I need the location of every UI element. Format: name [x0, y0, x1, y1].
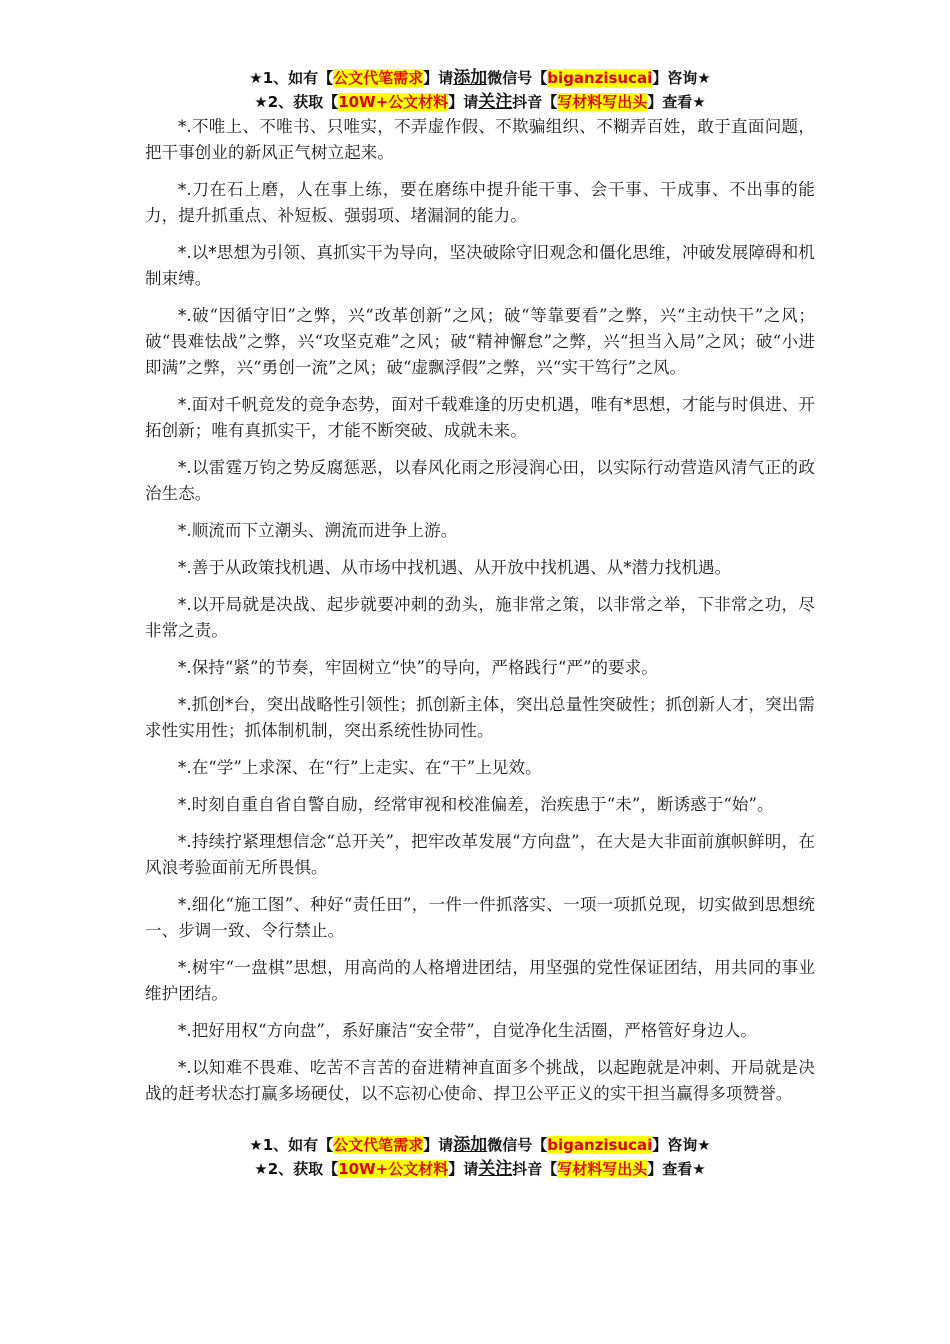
footer-promo: [145, 1133, 815, 1181]
promo-text: 】查看★: [647, 93, 706, 111]
promo-text: ★1、如有【: [249, 1136, 334, 1154]
paragraph: *.保持“紧”的节奏，牢固树立“快”的导向，严格践行“严”的要求。: [178, 658, 658, 677]
promo-text: ★2、获取【: [254, 1160, 339, 1178]
promo-emphasis: 关注: [478, 92, 513, 112]
paragraph: *.破“因循守旧”之弊，兴“改革创新”之风；破“等靠要看”之弊，兴“主动快干”之风；破“畏难怯战”之弊，兴“攻坚克难”之风；破“精神懈怠”之弊，兴“担当入局”之风；破“小进即满”之弊，兴“勇创一流”之风；破“虚飘浮假”之弊，兴“实干笃行”之风。: [145, 306, 815, 377]
promo-highlight: 写材料写出头: [557, 93, 648, 111]
paragraph: *.细化“施工图”、种好“责任田”，一件一件抓落实、一项一项抓兑现，切实做到思想统一、步调一致、令行禁止。: [145, 895, 815, 940]
promo-text: 】请: [448, 1160, 479, 1178]
promo-text: 】查看★: [647, 1160, 706, 1178]
paragraph: *.时刻自重自省自警自励，经常审视和校准偏差，治疾患于“未”，断诱惑于“始”。: [178, 795, 774, 814]
paragraph: *.把好用权“方向盘”，系好廉洁“安全带”，自觉净化生活圈，严格管好身边人。: [178, 1021, 758, 1040]
header-promo: [145, 66, 815, 114]
paragraph: *.抓创*台，突出战略性引领性；抓创新主体，突出总量性突破性；抓创新人才，突出需求性实用性；抓体制机制，突出系统性协同性。: [145, 695, 815, 740]
paragraph-list: [145, 114, 815, 1107]
promo-text: 】请: [423, 69, 454, 87]
promo-highlight: 公文代笔需求: [333, 69, 424, 87]
paragraph: *.善于从政策找机遇、从市场中找机遇、从开放中找机遇、从*潜力找机遇。: [178, 558, 732, 577]
paragraph: *.以开局就是决战、起步就要冲刺的劲头，施非常之策，以非常之举，下非常之功，尽非常之责。: [145, 595, 815, 640]
paragraph: *.面对千帆竞发的竞争态势，面对千载难逢的历史机遇，唯有*思想，才能与时俱进、开拓创新；唯有真抓实干，才能不断突破、成就未来。: [145, 395, 815, 440]
promo-text: 】咨询★: [652, 1136, 711, 1154]
promo-line-2: [145, 90, 815, 114]
promo-emphasis: 关注: [478, 1159, 513, 1179]
promo-text: ★1、如有【: [249, 69, 334, 87]
promo-text: 微信号【: [487, 1136, 548, 1154]
promo-emphasis: 添加: [453, 1135, 488, 1155]
promo-text: 】咨询★: [652, 69, 711, 87]
promo-highlight: 10W+公文材料: [338, 93, 449, 111]
promo-emphasis: 添加: [453, 68, 488, 88]
promo-highlight: 10W+公文材料: [338, 1160, 449, 1178]
paragraph: *.在“学”上求深、在“行”上走实、在“干”上见效。: [178, 758, 542, 777]
paragraph: *.持续拧紧理想信念“总开关”，把牢改革发展“方向盘”，在大是大非面前旗帜鲜明，在风浪考验面前无所畏惧。: [145, 832, 815, 877]
promo-text: 抖音【: [512, 93, 558, 111]
paragraph: *.以知难不畏难、吃苦不言苦的奋进精神直面多个挑战，以起跑就是冲刺、开局就是决战的赶考状态打赢多场硬仗，以不忘初心使命、捍卫公平正义的实干担当赢得多项赞誉。: [145, 1058, 815, 1103]
paragraph: *.顺流而下立潮头、溯流而进争上游。: [178, 521, 458, 540]
document-page: [145, 66, 815, 1181]
promo-text: 微信号【: [487, 69, 548, 87]
promo-line-1: [145, 1133, 815, 1157]
promo-highlight: 写材料写出头: [557, 1160, 648, 1178]
promo-line-2: [145, 1157, 815, 1181]
paragraph: *.以雷霆万钧之势反腐惩恶，以春风化雨之形浸润心田，以实际行动营造风清气正的政治生态。: [145, 458, 815, 503]
promo-text: 】请: [423, 1136, 454, 1154]
promo-line-1: [145, 66, 815, 90]
promo-highlight: 公文代笔需求: [333, 1136, 424, 1154]
promo-highlight: biganzisucai: [547, 69, 653, 87]
promo-text: ★2、获取【: [254, 93, 339, 111]
promo-text: 抖音【: [512, 1160, 558, 1178]
promo-highlight: biganzisucai: [547, 1136, 653, 1154]
paragraph: *.以*思想为引领、真抓实干为导向，坚决破除守旧观念和僵化思维，冲破发展障碍和机制束缚。: [145, 243, 815, 288]
promo-text: 】请: [448, 93, 479, 111]
paragraph: *.刀在石上磨，人在事上练，要在磨练中提升能干事、会干事、干成事、不出事的能力，提升抓重点、补短板、强弱项、堵漏洞的能力。: [145, 180, 815, 225]
paragraph: *.不唯上、不唯书、只唯实，不弄虚作假、不欺骗组织、不糊弄百姓，敢于直面问题，把干事创业的新风正气树立起来。: [145, 117, 815, 162]
paragraph: *.树牢“一盘棋”思想，用高尚的人格增进团结，用坚强的党性保证团结，用共同的事业维护团结。: [145, 958, 815, 1003]
